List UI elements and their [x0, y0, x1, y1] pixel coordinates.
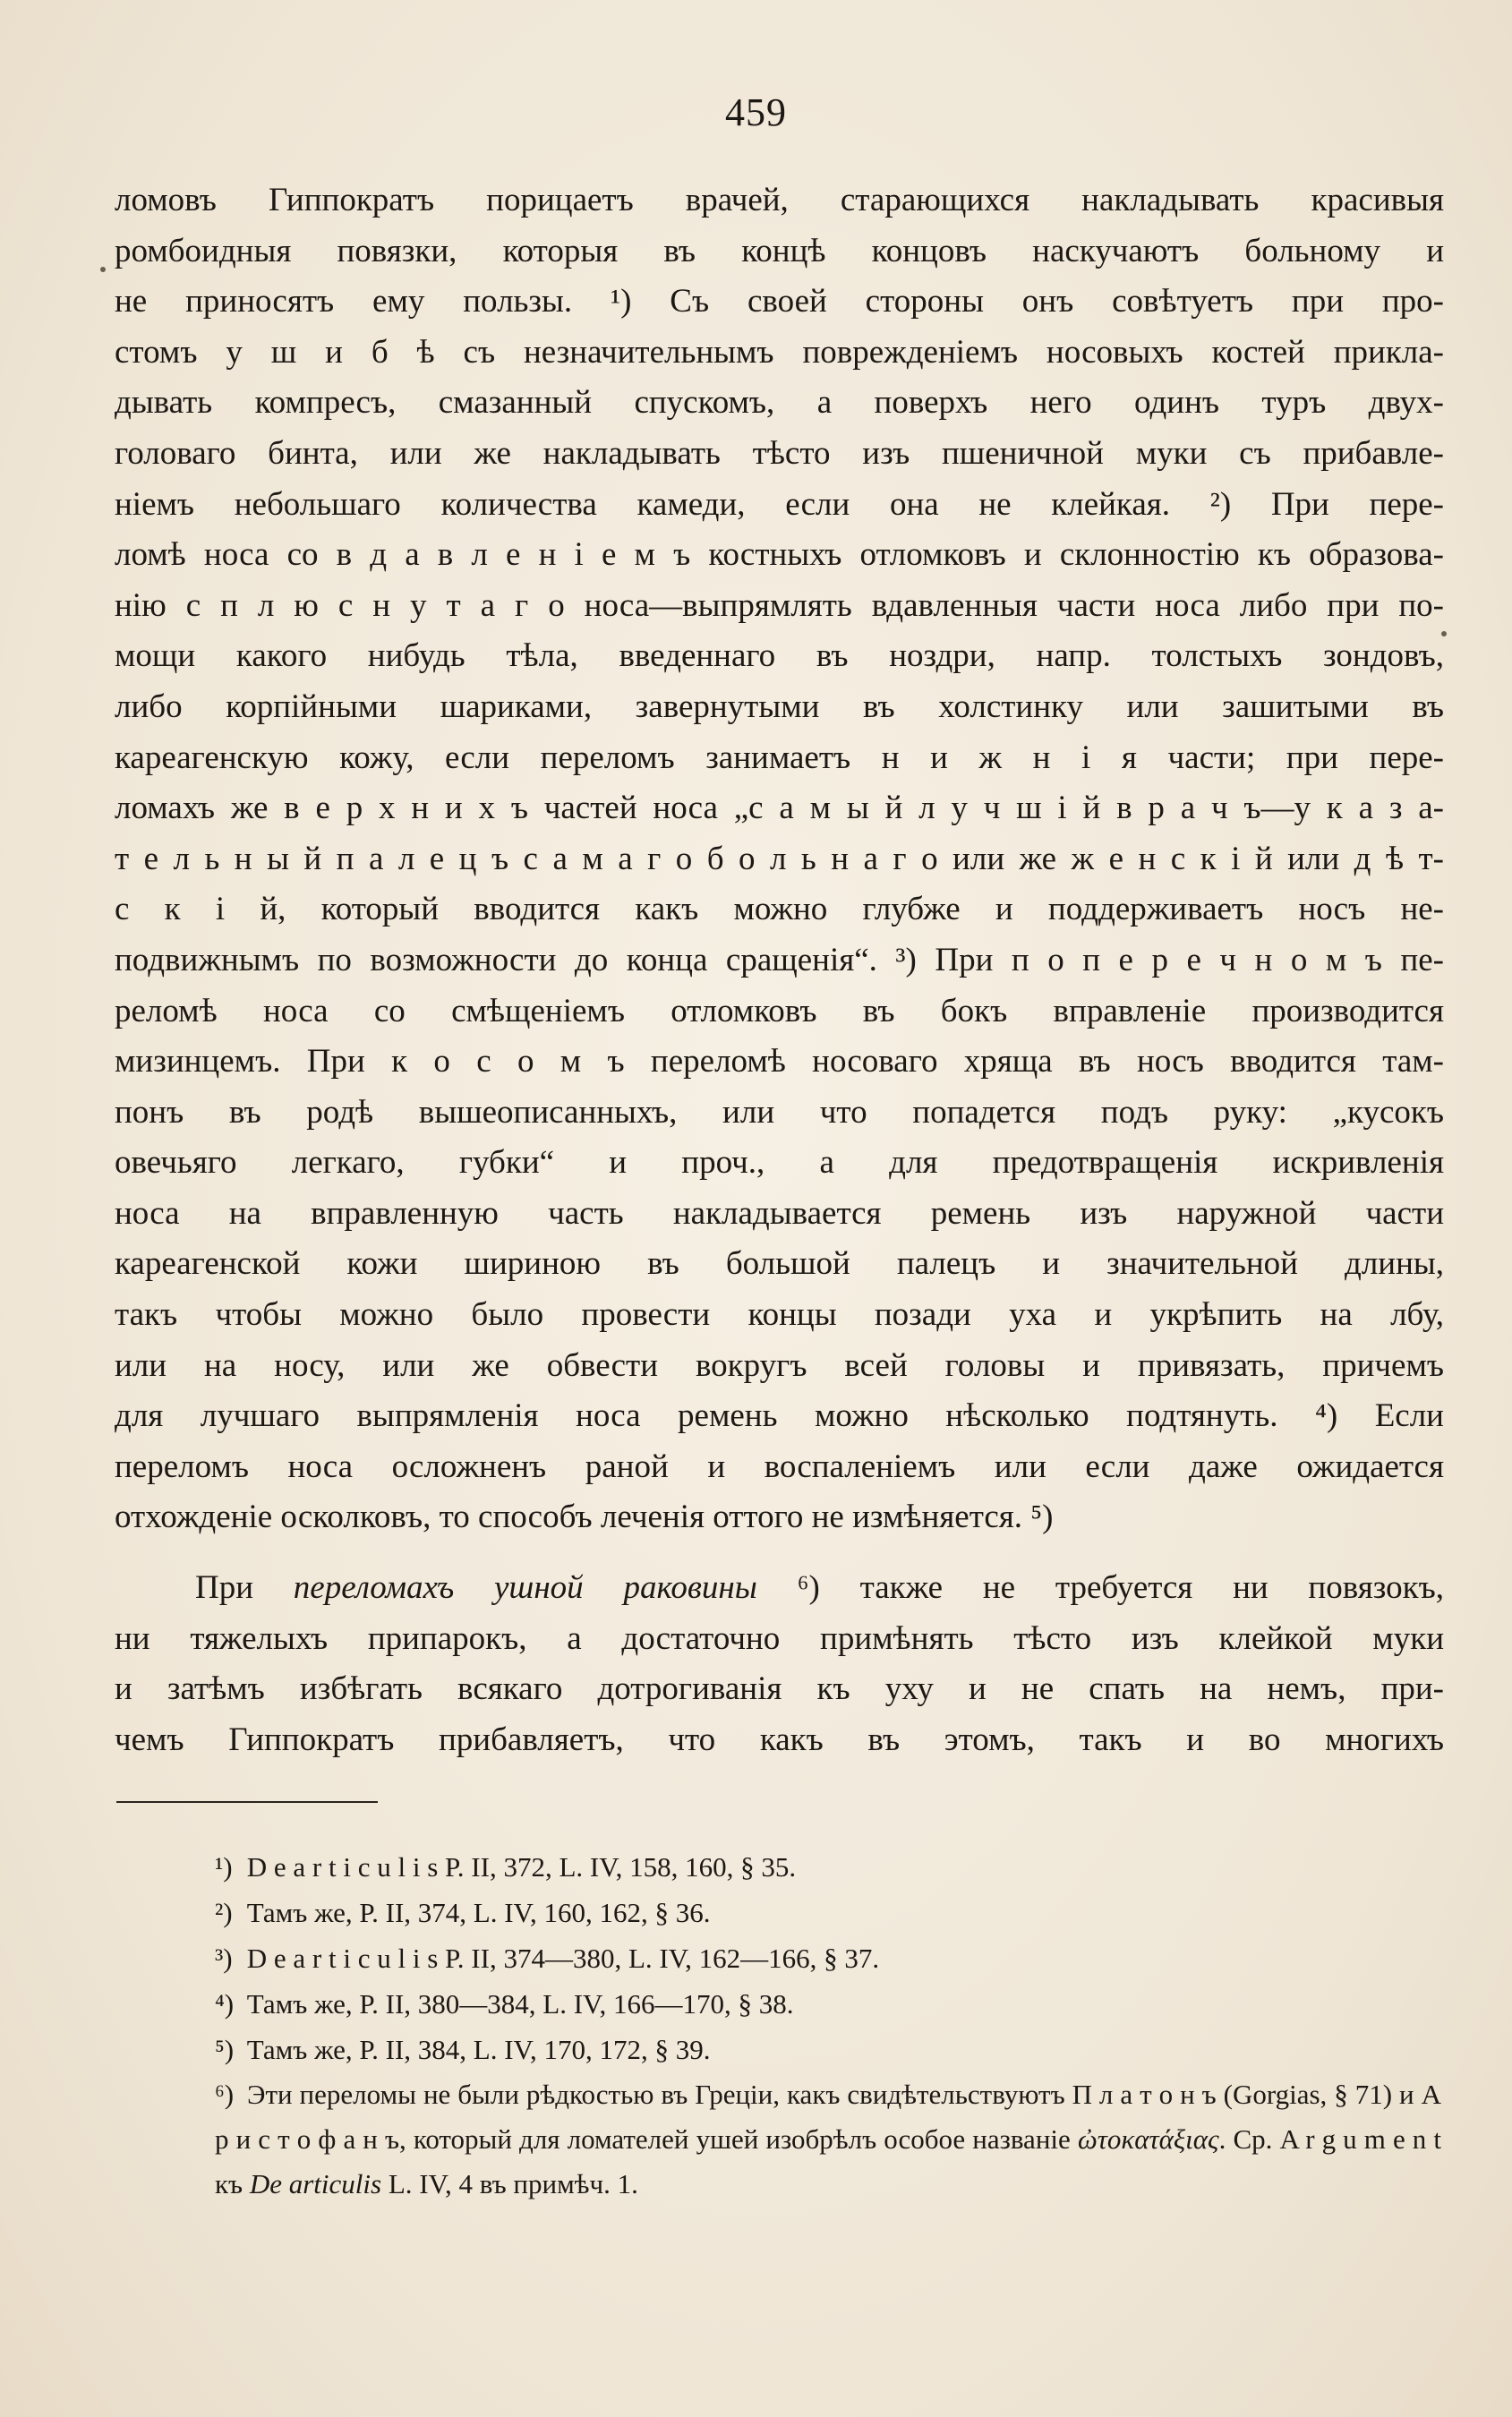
italic-title: De articulis — [249, 2168, 382, 2199]
text-line: ромбоидныя повязки, которыя въ концѣ концовъ наскучаютъ больному и — [115, 232, 1444, 269]
footnote-text: Тамъ же, P. II, 384, L. IV, 170, 172, § 39. — [246, 2034, 711, 2065]
footnote-mark: ²) — [215, 1897, 233, 1928]
footnote — [215, 1935, 1441, 1981]
footnote — [215, 1844, 1441, 1890]
footnote-mark: ⁴) — [215, 1988, 235, 2020]
text-line: ломахъ же в е р х н и х ъ частей носа „с а м ы й л у ч ш і й в р а ч ъ—у к а з а- — [115, 790, 1444, 827]
text-line: понъ въ родѣ вышеописанныхъ, или что попадется подъ руку: „кусокъ — [115, 1093, 1444, 1131]
text-line: кареагенскую кожу, если переломъ занимаетъ н и ж н і я части; при пере- — [115, 739, 1444, 776]
text-line: нію с п л ю с н у т а г о носа—выпрямлять вдавленныя части носа либо при по- — [115, 586, 1444, 624]
text-line: отхожденіе осколковъ, то способъ леченія оттого не измѣняется. ⁵) — [115, 1499, 1054, 1536]
footnote — [215, 1890, 1441, 1935]
text-line: мизинцемъ. При к о с о м ъ переломѣ носоваго хряща въ носъ вводится там- — [115, 1043, 1444, 1080]
greek-term: ὠτοκατάξιας — [1077, 2123, 1219, 2155]
italic-term: переломахъ ушной раковины — [293, 1569, 757, 1607]
page-number: 459 — [725, 90, 787, 134]
text-line: овечьяго легкаго, губки“ и проч., а для предотвращенія искривленія — [115, 1144, 1444, 1182]
text-line: дывать компресъ, смазанный спускомъ, а поверхъ него одинъ туръ двух- — [115, 384, 1444, 422]
footnote-text: Тамъ же, P. II, 374, L. IV, 160, 162, § 36. — [246, 1897, 711, 1928]
footnote-text: Тамъ же, P. II, 380—384, L. IV, 166—170, § 38. — [246, 1988, 794, 2020]
footnote-mark: ⁶) — [215, 2079, 235, 2110]
footnote — [215, 1981, 1441, 2027]
text-line: стомъ у ш и б ѣ съ незначительнымъ поврежденіемъ носовыхъ костей прикла- — [115, 333, 1444, 371]
text-run: При — [195, 1569, 294, 1607]
text-line — [115, 1563, 1444, 1614]
footnote-separator — [116, 1801, 378, 1803]
footnote-text: D e a r t i c u l i s P. II, 374—380, L. IV, 162—166, § 37. — [246, 1943, 880, 1974]
footnotes — [215, 1844, 1441, 2207]
footnote-text: D e a r t i c u l i s P. II, 372, L. IV, 158, 160, § 35. — [246, 1851, 797, 1883]
text-line: переломъ носа осложненъ раной и воспаленіемъ или если даже ожидается — [115, 1448, 1444, 1485]
footnote-mark: ¹) — [215, 1851, 233, 1883]
text-line: или на носу, или же обвести вокругъ всей головы и привязать, причемъ — [115, 1346, 1444, 1384]
text-line: подвижнымъ по возможности до конца сращенія“. ³) При п о п е р е ч н о м ъ пе- — [115, 941, 1444, 978]
paragraph-gap — [115, 1543, 1444, 1563]
text-line: чемъ Гиппократъ прибавляетъ, что какъ въ этомъ, такъ и во многихъ — [115, 1721, 1444, 1758]
text-line: т е л ь н ы й п а л е ц ъ с а м а г о б о л ь н а г о или же ж е н с к і й или д ѣ т- — [115, 840, 1444, 877]
text-line: носа на вправленную часть накладывается ремень изъ наружной части — [115, 1194, 1444, 1232]
text-line: кареагенской кожи шириною въ большой палецъ и значительной длины, — [115, 1245, 1444, 1283]
footnote-text: L. IV, 4 въ примѣч. 1. — [381, 2168, 638, 2199]
text-line: для лучшаго выпрямленія носа ремень можно нѣсколько подтянуть. ⁴) Если — [115, 1397, 1444, 1435]
text-line: такъ чтобы можно было провести концы позади уха и укрѣпить на лбу, — [115, 1296, 1444, 1334]
text-line: ломѣ носа со в д а в л е н і е м ъ костныхъ отломковъ и склонностію къ образова- — [115, 536, 1444, 574]
main-text — [115, 175, 1444, 1765]
text-line: реломѣ носа со смѣщеніемъ отломковъ въ бокъ вправленіе производится — [115, 992, 1444, 1029]
text-line: и затѣмъ избѣгать всякаго дотрогиванія къ уху и не спать на немъ, при- — [115, 1670, 1444, 1708]
text-line: ніемъ небольшаго количества камеди, если она не клейкая. ²) При пере- — [115, 485, 1444, 523]
footnote — [215, 2027, 1441, 2072]
text-line: ломовъ Гиппократъ порицаетъ врачей, старающихся накладывать красивыя — [115, 182, 1444, 218]
footnote-text: Эти переломы не были рѣдкостью въ Греціи, какъ свидѣтельствуютъ П л а т о н ъ (Gorgias, § 71) и А р и с т о ф а н ъ, который для ломателей ушей изобрѣлъ особое названіе — [215, 2079, 1441, 2155]
footnote-text: . Ср. A r g u m e n t къ — [215, 2123, 1441, 2199]
footnote-mark: ³) — [215, 1943, 233, 1974]
text-line: мощи какого нибудь тѣла, введеннаго въ ноздри, напр. толстыхъ зондовъ, — [115, 637, 1444, 675]
text-line: либо корпійными шариками, завернутыми въ холстинку или зашитыми въ — [115, 688, 1444, 725]
text-run: ⁶) также не требуется ни повязокъ, — [756, 1569, 1444, 1607]
text-line: не приносятъ ему пользы. ¹) Съ своей стороны онъ совѣтуетъ при про- — [115, 283, 1444, 320]
footnote-long — [215, 2072, 1441, 2207]
footnote-mark: ⁵) — [215, 2034, 235, 2065]
text-line: головаго бинта, или же накладывать тѣсто изъ пшеничной муки съ прибавле- — [115, 434, 1444, 472]
margin-speck — [1441, 631, 1447, 636]
margin-speck — [100, 267, 106, 272]
text-line: с к і й, который вводится какъ можно глубже и поддерживаетъ носъ не- — [115, 891, 1444, 928]
text-line: ни тяжелыхъ припарокъ, а достаточно примѣнять тѣсто изъ клейкой муки — [115, 1619, 1444, 1657]
